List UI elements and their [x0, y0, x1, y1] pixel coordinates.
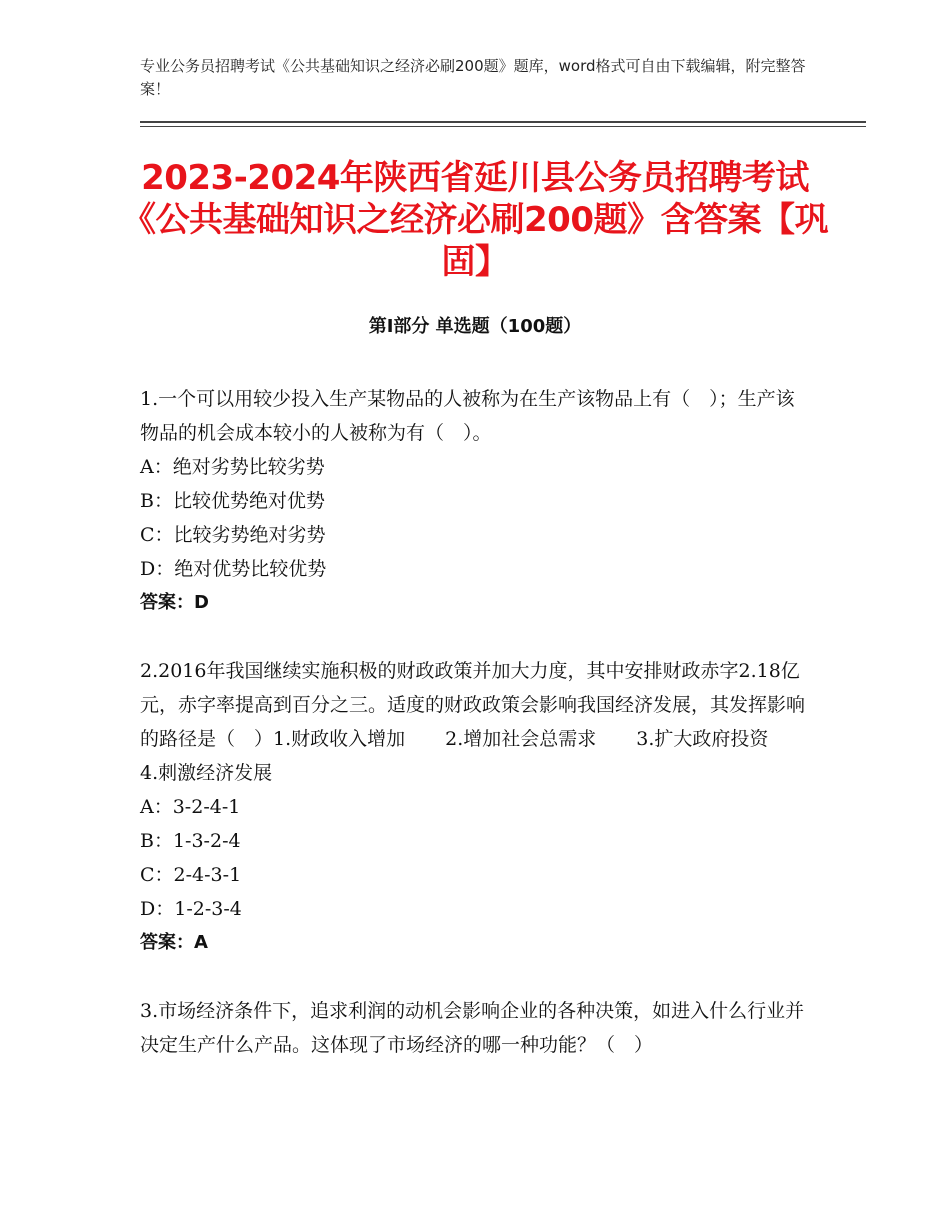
option-d: D：1-2-3-4	[140, 898, 242, 920]
question-1	[140, 382, 810, 620]
section-title: 第Ⅰ部分 单选题（100题）	[368, 316, 582, 337]
answer	[140, 926, 810, 960]
question-stem: 1.一个可以用较少投入生产某物品的人被称为在生产该物品上有（ ）；生产该物品的机会成本较小的人被称为有（ ）。	[140, 388, 795, 444]
question-stem	[140, 654, 810, 790]
answer-label: 答案：	[140, 932, 194, 953]
option-d: D：绝对优势比较优势	[140, 558, 327, 580]
option-a: A：绝对劣势比较劣势	[140, 456, 325, 478]
document-title: 2023-2024年陕西省延川县公务员招聘考试《公共基础知识之经济必刷200题》含答案【巩固】	[122, 158, 828, 282]
header-divider-thin	[140, 126, 866, 127]
question-2	[140, 654, 810, 960]
question-3	[140, 994, 810, 1062]
header-note: 专业公务员招聘考试《公共基础知识之经济必刷200题》题库，word格式可自由下载编辑，附完整答案！	[140, 57, 806, 98]
answer-value: D	[194, 592, 209, 613]
option-c: C：比较劣势绝对劣势	[140, 524, 326, 546]
question-stem-intro: 2.2016年我国继续实施积极的财政政策并加大力度，其中安排财政赤字2.18亿元，赤字率提高到百分之三。适度的财政政策会影响我国经济发展，其发挥影响的路径是（ ）	[140, 660, 806, 750]
answer	[140, 586, 810, 620]
question-list	[140, 382, 810, 1096]
stem-item-2: 2.增加社会总需求	[445, 728, 597, 750]
answer-value: A	[194, 932, 208, 953]
option-a: A：3-2-4-1	[140, 796, 241, 818]
answer-label: 答案：	[140, 592, 194, 613]
option-b: B：比较优势绝对优势	[140, 490, 325, 512]
question-stem: 3.市场经济条件下，追求利润的动机会影响企业的各种决策，如进入什么行业并决定生产什么产品。这体现了市场经济的哪一种功能？（ ）	[140, 1000, 805, 1056]
stem-item-1: 1.财政收入增加	[273, 728, 406, 750]
stem-item-3: 3.扩大政府投资	[636, 728, 769, 750]
header-divider-thick	[140, 121, 866, 123]
option-c: C：2-4-3-1	[140, 864, 242, 886]
option-b: B：1-3-2-4	[140, 830, 241, 852]
stem-item-4: 4.刺激经济发展	[140, 762, 273, 784]
